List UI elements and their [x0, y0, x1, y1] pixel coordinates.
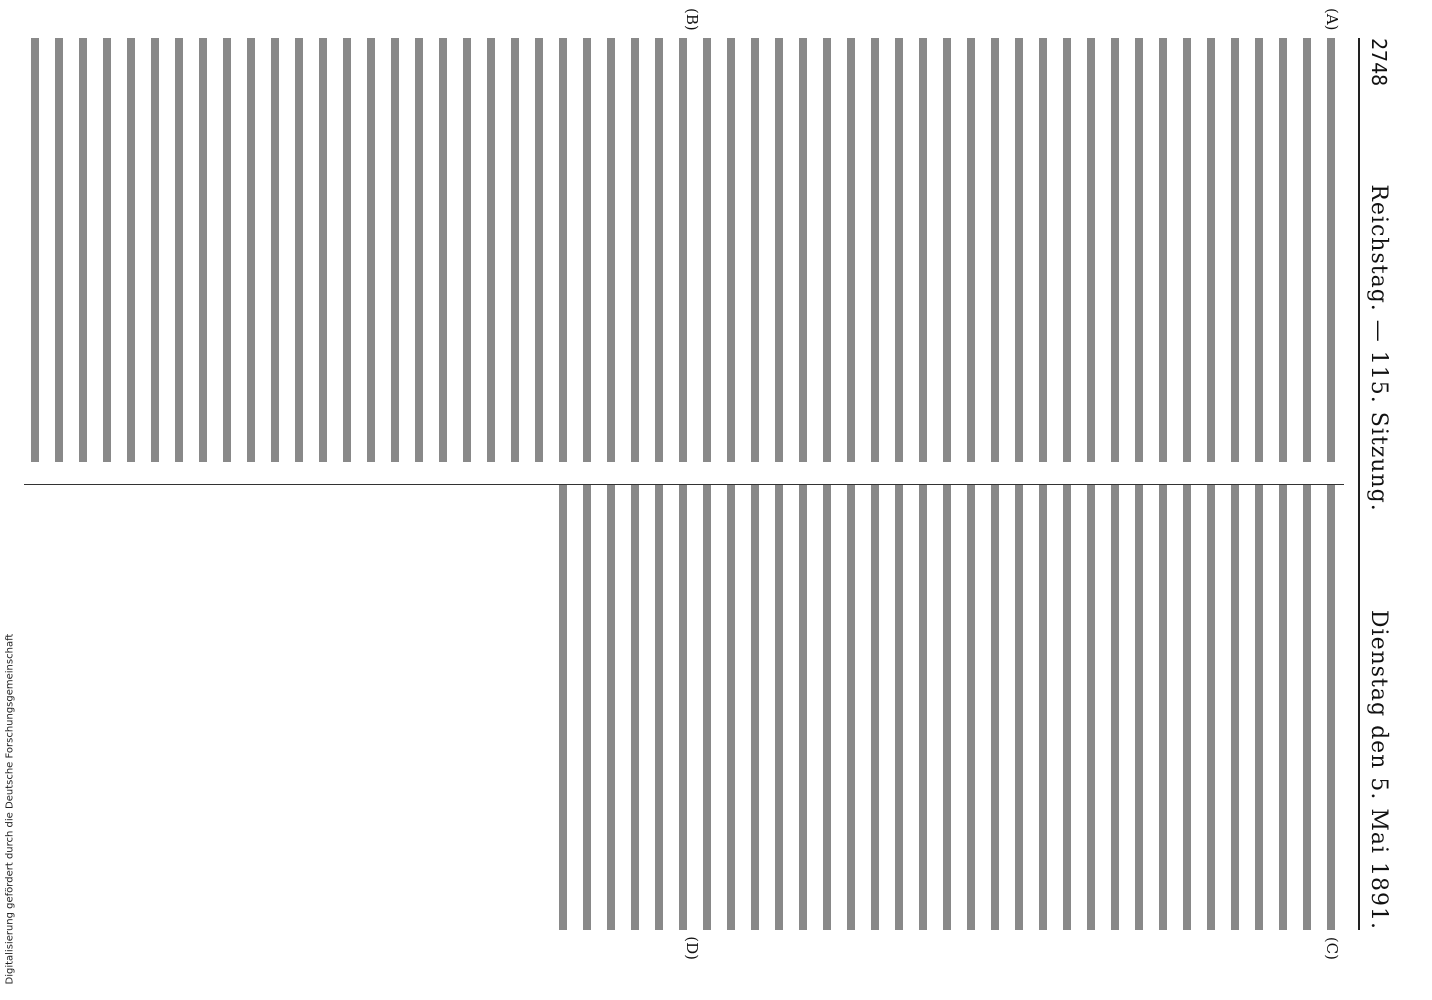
- illegible-text-lines: [544, 485, 1344, 931]
- page-number: 2748: [1367, 38, 1391, 87]
- text-columns: [24, 8, 1344, 960]
- page-date: Dienstag den 5. Mai 1891.: [1366, 609, 1392, 930]
- section-marker-a: (A): [1323, 8, 1341, 31]
- column-right: [24, 484, 1344, 960]
- section-marker-d: (D): [683, 936, 701, 960]
- running-header: [1358, 38, 1398, 930]
- scanned-page: [16, 4, 1416, 964]
- column-left: [24, 8, 1344, 462]
- section-marker-c: (C): [1323, 936, 1341, 960]
- digitization-credit: [0, 0, 18, 1000]
- page-title: Reichstag. — 115. Sitzung.: [1366, 184, 1392, 512]
- illegible-text-lines: [24, 38, 1344, 462]
- section-marker-b: (B): [683, 8, 701, 31]
- credit-text: Digitalisierung gefördert durch die Deutsche Forschungsgemeinschaft: [4, 633, 16, 985]
